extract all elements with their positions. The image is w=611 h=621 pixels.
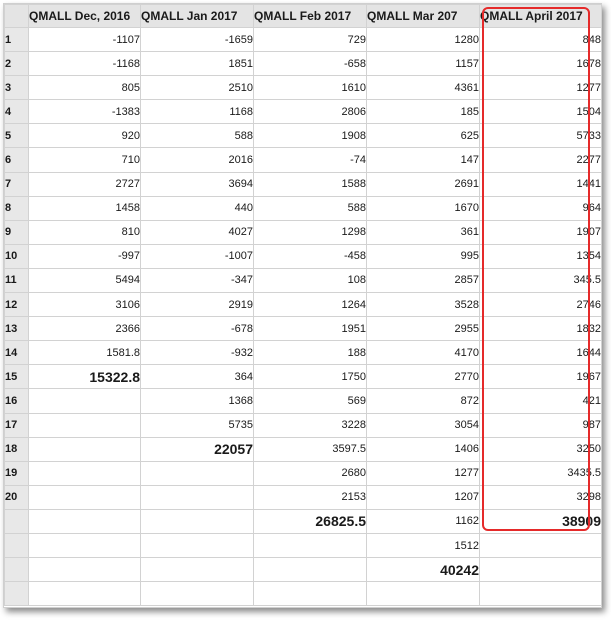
data-cell[interactable]: 1907 — [480, 220, 602, 244]
data-cell[interactable]: -1107 — [29, 28, 141, 52]
data-cell[interactable]: 1908 — [254, 124, 367, 148]
data-cell[interactable] — [29, 509, 141, 533]
data-cell[interactable]: 2016 — [141, 148, 254, 172]
data-cell[interactable]: 2919 — [141, 293, 254, 317]
data-cell[interactable]: 848 — [480, 28, 602, 52]
data-cell[interactable] — [29, 461, 141, 485]
data-cell[interactable]: 805 — [29, 76, 141, 100]
total-cell[interactable]: 26825.5 — [254, 509, 367, 533]
data-cell[interactable]: 1670 — [367, 196, 480, 220]
data-cell[interactable] — [141, 509, 254, 533]
data-cell[interactable]: 1678 — [480, 52, 602, 76]
data-cell[interactable]: 1750 — [254, 365, 367, 389]
table-row — [5, 268, 602, 292]
data-cell[interactable]: 108 — [254, 268, 367, 292]
data-cell[interactable] — [29, 485, 141, 509]
data-cell[interactable] — [141, 461, 254, 485]
row-number[interactable]: 10 — [5, 244, 29, 268]
data-cell[interactable]: 185 — [367, 100, 480, 124]
data-cell[interactable]: 2955 — [367, 317, 480, 341]
table-row — [5, 148, 602, 172]
data-cell[interactable]: 1207 — [367, 485, 480, 509]
data-cell[interactable]: 2680 — [254, 461, 367, 485]
column-header-mar-2017[interactable]: QMALL Mar 207 — [367, 5, 480, 28]
data-cell[interactable]: 1832 — [480, 317, 602, 341]
data-cell[interactable] — [29, 533, 141, 557]
row-number[interactable]: 3 — [5, 76, 29, 100]
table-row — [5, 293, 602, 317]
row-number[interactable] — [5, 582, 29, 606]
data-cell[interactable]: 2770 — [367, 365, 480, 389]
table-row — [5, 389, 602, 413]
data-cell[interactable]: 872 — [367, 389, 480, 413]
row-number[interactable]: 8 — [5, 196, 29, 220]
data-cell[interactable]: 1512 — [367, 533, 480, 557]
data-cell[interactable]: 3054 — [367, 413, 480, 437]
data-cell[interactable] — [480, 582, 602, 606]
row-number[interactable]: 19 — [5, 461, 29, 485]
table-row — [5, 124, 602, 148]
table-row — [5, 52, 602, 76]
data-cell[interactable]: 920 — [29, 124, 141, 148]
column-header-jan-2017[interactable]: QMALL Jan 2017 — [141, 5, 254, 28]
data-cell[interactable]: 1277 — [480, 76, 602, 100]
data-cell[interactable]: 1644 — [480, 341, 602, 365]
data-cell[interactable] — [141, 558, 254, 582]
row-number[interactable]: 4 — [5, 100, 29, 124]
table-row — [5, 365, 602, 389]
table-row — [5, 509, 602, 533]
data-cell[interactable]: 810 — [29, 220, 141, 244]
table-row — [5, 533, 602, 557]
data-cell[interactable]: 3298 — [480, 485, 602, 509]
data-cell[interactable]: -997 — [29, 244, 141, 268]
row-number[interactable]: 11 — [5, 268, 29, 292]
data-cell[interactable]: 364 — [141, 365, 254, 389]
table-row — [5, 558, 602, 582]
data-cell[interactable]: 1951 — [254, 317, 367, 341]
data-cell[interactable]: 4170 — [367, 341, 480, 365]
data-cell[interactable]: 2727 — [29, 172, 141, 196]
data-cell[interactable]: 1277 — [367, 461, 480, 485]
data-cell[interactable]: 588 — [254, 196, 367, 220]
row-number[interactable]: 18 — [5, 437, 29, 461]
column-header-april-2017[interactable]: QMALL April 2017 — [480, 5, 602, 28]
row-number[interactable]: 12 — [5, 293, 29, 317]
row-number[interactable]: 9 — [5, 220, 29, 244]
data-cell[interactable]: 3528 — [367, 293, 480, 317]
data-cell[interactable] — [254, 533, 367, 557]
data-cell[interactable] — [480, 533, 602, 557]
data-cell[interactable]: 4361 — [367, 76, 480, 100]
table-row — [5, 461, 602, 485]
data-cell[interactable]: 3597.5 — [254, 437, 367, 461]
data-cell[interactable]: 440 — [141, 196, 254, 220]
data-cell[interactable] — [254, 582, 367, 606]
data-cell[interactable]: 3228 — [254, 413, 367, 437]
data-cell[interactable]: -658 — [254, 52, 367, 76]
row-number[interactable]: 2 — [5, 52, 29, 76]
table-row — [5, 317, 602, 341]
data-cell[interactable]: -932 — [141, 341, 254, 365]
table-row — [5, 437, 602, 461]
row-number[interactable]: 5 — [5, 124, 29, 148]
table-row — [5, 413, 602, 437]
data-cell[interactable]: 361 — [367, 220, 480, 244]
data-cell[interactable]: 3694 — [141, 172, 254, 196]
data-cell[interactable]: 1967 — [480, 365, 602, 389]
row-number[interactable]: 6 — [5, 148, 29, 172]
row-number[interactable]: 16 — [5, 389, 29, 413]
data-cell[interactable]: 1264 — [254, 293, 367, 317]
data-cell[interactable]: 421 — [480, 389, 602, 413]
data-cell[interactable] — [367, 582, 480, 606]
column-header-feb-2017[interactable]: QMALL Feb 2017 — [254, 5, 367, 28]
data-cell[interactable]: 3106 — [29, 293, 141, 317]
data-cell[interactable]: 2746 — [480, 293, 602, 317]
data-cell[interactable]: 2691 — [367, 172, 480, 196]
row-number[interactable]: 14 — [5, 341, 29, 365]
total-cell[interactable]: 38909 — [480, 509, 602, 533]
data-cell[interactable]: 710 — [29, 148, 141, 172]
row-number[interactable] — [5, 533, 29, 557]
row-number[interactable]: 7 — [5, 172, 29, 196]
data-cell[interactable]: -1168 — [29, 52, 141, 76]
data-cell[interactable] — [141, 582, 254, 606]
row-number[interactable]: 20 — [5, 485, 29, 509]
data-cell[interactable] — [141, 533, 254, 557]
data-cell[interactable]: 1280 — [367, 28, 480, 52]
data-cell[interactable] — [29, 437, 141, 461]
data-cell[interactable] — [29, 389, 141, 413]
table-row — [5, 100, 602, 124]
data-cell[interactable]: -1659 — [141, 28, 254, 52]
data-cell[interactable]: 2510 — [141, 76, 254, 100]
data-cell[interactable]: 5494 — [29, 268, 141, 292]
column-header-dec-2016[interactable]: QMALL Dec, 2016 — [29, 5, 141, 28]
data-cell[interactable] — [29, 582, 141, 606]
data-cell[interactable]: -74 — [254, 148, 367, 172]
data-cell[interactable]: 147 — [367, 148, 480, 172]
row-number[interactable] — [5, 509, 29, 533]
row-number[interactable] — [5, 558, 29, 582]
data-cell[interactable]: 1368 — [141, 389, 254, 413]
row-number[interactable]: 17 — [5, 413, 29, 437]
row-number[interactable]: 1 — [5, 28, 29, 52]
data-cell[interactable]: 2857 — [367, 268, 480, 292]
data-cell[interactable]: 1610 — [254, 76, 367, 100]
data-cell[interactable]: 4027 — [141, 220, 254, 244]
data-cell[interactable]: -1383 — [29, 100, 141, 124]
data-cell[interactable]: 1168 — [141, 100, 254, 124]
data-cell[interactable]: 569 — [254, 389, 367, 413]
data-cell[interactable]: 2277 — [480, 148, 602, 172]
data-cell[interactable]: -458 — [254, 244, 367, 268]
data-cell[interactable]: 3435.5 — [480, 461, 602, 485]
data-cell[interactable] — [480, 558, 602, 582]
data-cell[interactable] — [141, 485, 254, 509]
data-cell[interactable] — [29, 558, 141, 582]
data-cell[interactable]: -1007 — [141, 244, 254, 268]
data-cell[interactable]: 1406 — [367, 437, 480, 461]
data-cell[interactable]: 995 — [367, 244, 480, 268]
row-number[interactable]: 15 — [5, 365, 29, 389]
data-cell[interactable]: 2366 — [29, 317, 141, 341]
table-row — [5, 196, 602, 220]
data-cell[interactable]: 588 — [141, 124, 254, 148]
data-cell[interactable]: 987 — [480, 413, 602, 437]
table-row — [5, 28, 602, 52]
row-number[interactable]: 13 — [5, 317, 29, 341]
data-cell[interactable]: 1504 — [480, 100, 602, 124]
data-cell[interactable]: 625 — [367, 124, 480, 148]
data-cell[interactable]: 1298 — [254, 220, 367, 244]
data-cell[interactable]: 1162 — [367, 509, 480, 533]
total-cell[interactable]: 22057 — [141, 437, 254, 461]
data-cell[interactable]: 188 — [254, 341, 367, 365]
data-cell[interactable]: -347 — [141, 268, 254, 292]
total-cell[interactable]: 15322.8 — [29, 365, 141, 389]
table-row — [5, 76, 602, 100]
data-cell[interactable]: 1588 — [254, 172, 367, 196]
data-cell[interactable]: 5733 — [480, 124, 602, 148]
table-row — [5, 172, 602, 196]
table-row — [5, 582, 602, 606]
corner-cell[interactable] — [5, 5, 29, 28]
total-cell[interactable]: 40242 — [367, 558, 480, 582]
table-row — [5, 244, 602, 268]
table-row — [5, 220, 602, 244]
data-cell[interactable]: 729 — [254, 28, 367, 52]
data-cell[interactable]: 3250 — [480, 437, 602, 461]
data-cell[interactable]: 964 — [480, 196, 602, 220]
data-cell[interactable]: 345.5 — [480, 268, 602, 292]
data-cell[interactable]: 2806 — [254, 100, 367, 124]
table-row — [5, 341, 602, 365]
data-cell[interactable] — [254, 558, 367, 582]
table-row — [5, 485, 602, 509]
data-cell[interactable]: 5735 — [141, 413, 254, 437]
data-cell[interactable]: 1354 — [480, 244, 602, 268]
data-cell[interactable]: 1441 — [480, 172, 602, 196]
data-cell[interactable] — [29, 413, 141, 437]
spreadsheet — [3, 3, 602, 608]
data-cell[interactable]: -678 — [141, 317, 254, 341]
data-cell[interactable]: 1458 — [29, 196, 141, 220]
data-cell[interactable]: 1851 — [141, 52, 254, 76]
data-grid — [4, 4, 602, 606]
data-cell[interactable]: 1157 — [367, 52, 480, 76]
data-cell[interactable]: 1581.8 — [29, 341, 141, 365]
data-cell[interactable]: 2153 — [254, 485, 367, 509]
